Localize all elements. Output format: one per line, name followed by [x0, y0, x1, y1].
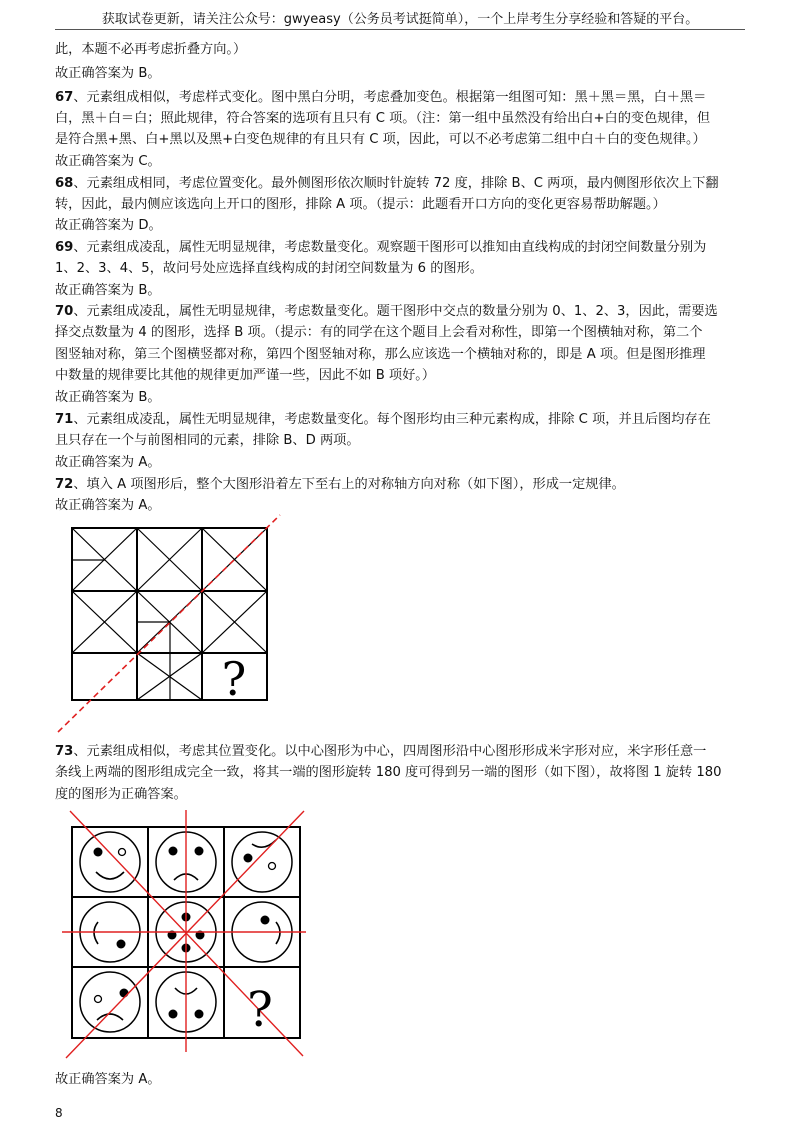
q73-hollow-eyes — [95, 849, 276, 1003]
q70-answer: 故正确答案为 B。 — [55, 390, 161, 405]
q67-line-2: 白，黑＋白＝白；照此规律，符合答案的选项有且只有 C 项。（注：第一组中虽然没有给出白+白的变色规律，但 — [55, 111, 711, 126]
q67-line-3: 是符合黑+黑、白+黑以及黑+白变色规律的有且只有 C 项，因此，可以不必考虑第二组中白＋白的变色规律。） — [55, 132, 706, 147]
q70-line-1 — [55, 301, 750, 322]
q67-answer: 故正确答案为 C。 — [55, 154, 161, 169]
q72-number: 72 — [55, 477, 74, 492]
q73-answer: 故正确答案为 A。 — [55, 1072, 161, 1087]
q71-line-2: 且只存在一个与前图相同的元素，排除 B、D 两项。 — [55, 433, 360, 448]
q70-line-4: 中数量的规律要比其他的规律更加严谨一些，因此不如 B 项好。） — [55, 368, 436, 383]
q71-answer: 故正确答案为 A。 — [55, 455, 161, 470]
q72-figure — [50, 508, 290, 740]
q69-line-2: 1、2、3、4、5，故问号处应选择直线构成的封闭空间数量为 6 的图形。 — [55, 261, 483, 276]
smiley-face-icon — [232, 832, 292, 892]
q68-text-1: 、元素组成相同，考虑位置变化。最外侧图形依次顺时针旋转 72 度，排除 B、C 两项，最内侧图形依次上下翻 — [73, 176, 719, 191]
page-header — [0, 0, 800, 32]
q67-line-1 — [55, 87, 750, 108]
text-line: 此，本题不必再考虑折叠方向。） — [55, 42, 247, 57]
q71-line-1 — [55, 409, 750, 430]
q70-text-1: 、元素组成凌乱，属性无明显规律，考虑数量变化。题干图形中交点的数量分别为 0、1、2、3，因此，需要选 — [73, 304, 718, 319]
q71-number: 71 — [55, 412, 74, 427]
header-divider — [55, 29, 745, 30]
page-number: 8 — [55, 1106, 63, 1120]
answer-line: 故正确答案为 B。 — [55, 66, 161, 81]
q67-text-1: 、元素组成相似，考虑样式变化。图中黑白分明，考虑叠加变色。根据第一组图可知：黑＋黑＝黑，白＋黑＝ — [73, 90, 707, 105]
q72-question-mark: ? — [221, 652, 247, 706]
q73-text-1: 、元素组成相似，考虑其位置变化。以中心图形为中心，四周图形沿中心图形形成米字形对应，米字形任意一 — [73, 744, 707, 759]
q72-answer: 故正确答案为 A。 — [55, 498, 161, 513]
smiley-face-icon — [80, 972, 140, 1032]
q73-figure — [50, 800, 320, 1062]
q70-line-2: 择交点数量为 4 的图形，选择 B 项。（提示：有的同学在这个题目上会看对称性，即第一个图横轴对称，第二个 — [55, 325, 703, 340]
header-notice: 获取试卷更新，请关注公众号：gwyeasy（公务员考试挺简单），一个上岸考生分享经验和答疑的平台。 — [101, 12, 699, 27]
q73-line-2: 条线上两端的图形组成完全一致，将其一端的图形旋转 180 度可得到另一端的图形（如下图），故将图 1 旋转 180 — [55, 765, 722, 780]
q72-text-1: 、填入 A 项图形后，整个大图形沿着左下至右上的对称轴方向对称（如下图），形成一定规律。 — [73, 477, 625, 492]
q73-line-3: 度的图形为正确答案。 — [55, 787, 187, 802]
q68-answer: 故正确答案为 D。 — [55, 218, 162, 233]
smiley-face-icon — [80, 832, 140, 892]
q68-line-2: 转，因此，最内侧应该选向上开口的图形，排除 A 项。（提示：此题看开口方向的变化更容易帮助解题。） — [55, 197, 666, 212]
q68-number: 68 — [55, 176, 74, 191]
q69-line-1 — [55, 237, 750, 258]
q72-line-1 — [55, 474, 750, 495]
q73-line-1 — [55, 741, 750, 762]
q73-question-mark: ? — [247, 982, 273, 1038]
q69-number: 69 — [55, 240, 74, 255]
q70-line-3: 图竖轴对称，第三个图横竖都对称，第四个图竖轴对称，那么应该选一个横轴对称的，即是 A 项。但是图形推理 — [55, 347, 706, 362]
q69-text-1: 、元素组成凌乱，属性无明显规律，考虑数量变化。观察题干图形可以推知由直线构成的封闭空间数量分别为 — [73, 240, 707, 255]
q67-number: 67 — [55, 90, 74, 105]
q71-text-1: 、元素组成凌乱，属性无明显规律，考虑数量变化。每个图形均由三种元素构成，排除 C 项，并且后图均存在 — [73, 412, 711, 427]
q73-number: 73 — [55, 744, 74, 759]
q68-line-1 — [55, 173, 750, 194]
q69-answer: 故正确答案为 B。 — [55, 283, 161, 298]
q70-number: 70 — [55, 304, 74, 319]
